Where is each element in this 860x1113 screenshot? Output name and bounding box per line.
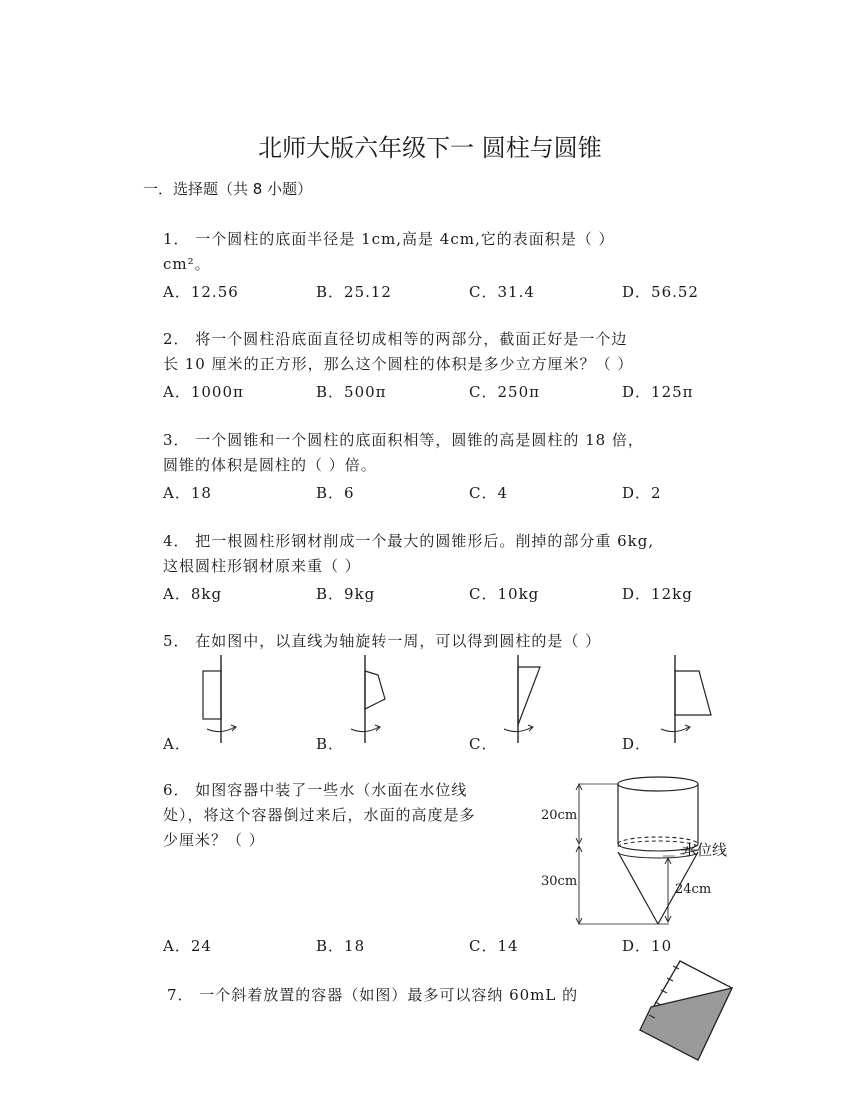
q5-option-c: C． <box>469 735 498 753</box>
question-4-line2: 这根圆柱形钢材原来重（ ） <box>163 557 361 575</box>
q6-option-d: D．10 <box>622 937 673 955</box>
q5-option-a: A． <box>163 735 191 753</box>
question-1 <box>163 227 615 277</box>
q3-option-d: D．2 <box>622 484 662 502</box>
q6-label-water-level: 水位线 <box>682 841 728 859</box>
q3-option-b: B．6 <box>316 484 355 502</box>
question-5-line1: 5． 在如图中，以直线为轴旋转一周，可以得到圆柱的是（ ） <box>163 632 602 650</box>
question-7-line1: 7． 一个斜着放置的容器（如图）最多可以容纳 60mL 的 <box>167 986 579 1004</box>
q6-label-30cm: 30cm <box>541 874 578 889</box>
q6-label-24cm: 24cm <box>675 882 712 897</box>
q1-option-a: A．12.56 <box>163 283 239 301</box>
q4-option-b: B．9kg <box>316 585 376 603</box>
q3-option-c: C．4 <box>469 484 509 502</box>
question-4 <box>163 529 654 579</box>
q6-option-a: A．24 <box>163 937 212 955</box>
q4-option-d: D．12kg <box>622 585 693 603</box>
q5-figure-b <box>345 655 395 745</box>
q1-option-c: C．31.4 <box>469 283 535 301</box>
q6-label-20cm: 20cm <box>541 808 578 823</box>
question-6 <box>163 778 476 853</box>
question-6-line2: 处），将这个容器倒过来后，水面的高度是多 <box>163 806 476 824</box>
q2-option-a: A．1000π <box>163 383 244 401</box>
question-6-line1: 6． 如图容器中装了一些水（水面在水位线 <box>163 781 468 799</box>
question-3-line2: 圆锥的体积是圆柱的（ ）倍。 <box>163 456 377 474</box>
page-title: 北师大版六年级下一 圆柱与圆锥 <box>258 134 602 162</box>
q5-figure-c <box>500 655 550 745</box>
section-heading: 一．选择题（共 8 小题） <box>143 180 313 198</box>
q5-option-d: D． <box>622 735 652 753</box>
question-2-line1: 2． 将一个圆柱沿底面直径切成相等的两部分，截面正好是一个边 <box>163 330 628 348</box>
q5-figure-d <box>655 655 725 745</box>
question-1-line2: cm²。 <box>163 255 211 273</box>
q6-option-c: C．14 <box>469 937 519 955</box>
question-7 <box>167 983 578 1008</box>
question-5 <box>163 629 601 654</box>
question-2 <box>163 327 633 377</box>
q4-option-c: C．10kg <box>469 585 540 603</box>
q2-option-d: D．125π <box>622 383 694 401</box>
question-3 <box>163 428 644 478</box>
q2-option-c: C．250π <box>469 383 540 401</box>
question-6-line3: 少厘米？（ ） <box>163 831 265 849</box>
q2-option-b: B．500π <box>316 383 387 401</box>
question-1-line1: 1． 一个圆柱的底面半径是 1cm,高是 4cm,它的表面积是（ ） <box>163 230 615 248</box>
q1-option-d: D．56.52 <box>622 283 699 301</box>
q5-figure-a <box>195 655 245 745</box>
q1-option-b: B．25.12 <box>316 283 392 301</box>
q3-option-a: A．18 <box>163 484 212 502</box>
question-2-line2: 长 10 厘米的正方形，那么这个圆柱的体积是多少立方厘米？（ ） <box>163 355 634 373</box>
q7-tilted-container-figure <box>636 958 746 1068</box>
q4-option-a: A．8kg <box>163 585 223 603</box>
q5-option-b: B． <box>316 735 345 753</box>
q6-option-b: B．18 <box>316 937 366 955</box>
question-3-line1: 3． 一个圆锥和一个圆柱的底面积相等，圆锥的高是圆柱的 18 倍， <box>163 431 644 449</box>
question-4-line1: 4． 把一根圆柱形钢材削成一个最大的圆锥形后。削掉的部分重 6kg, <box>163 532 655 550</box>
